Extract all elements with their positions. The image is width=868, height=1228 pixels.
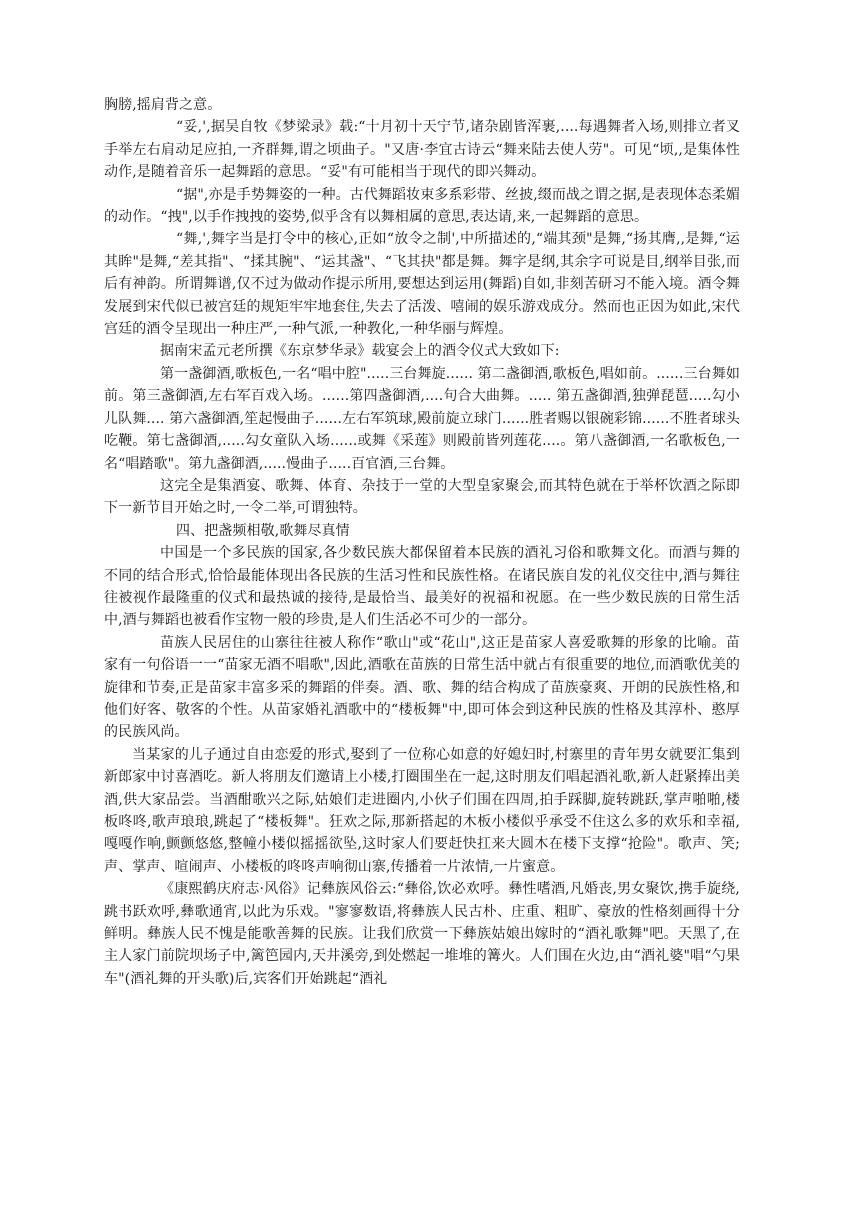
paragraph-ethnic-intro: 中国是一个多民族的国家,各少数民族大都保留着本民族的酒礼习俗和歌舞文化。而酒与舞的不同的结合形式,恰恰最能体现出各民族的生活习性和民族性格。在诸民族自发的礼仪交往中,酒与舞往往被视作最隆重的仪式和最热诚的接待,是最恰当、最美好的祝福和祝愿。在一些少数民族的日常生活中,酒与舞蹈也被看作宝物一般的珍贵,是人们生活必不可少的一部分。 — [104, 545, 740, 629]
paragraph-continued: 胸膀,摇肩背之意。 — [104, 97, 222, 113]
paragraph-yi: 《康熙鹤庆府志·风俗》记彝族风俗云:“彝俗,饮必欢呼。彝性嗜酒,凡婚丧,男女聚饮,携手旋绕,跳书跃欢呼,彝歌通宵,以此为乐戏。"寥寥数语,将彝族人民古朴、庄重、粗旷、豪放的性格刻画得十分鲜明。彝族人民不愧是能歌善舞的民族。让我们欣赏一下彝族姑娘出嫁时的“酒礼歌舞"吧。天黑了,在主人家门前院坝场子中,篱笆园内,天井溪旁,到处燃起一堆堆的篝火。人们围在火边,由“酒礼婆"唱“勺果车"(酒礼舞的开头歌)后,宾客们开始跳起“酒礼 — [104, 881, 740, 987]
paragraph-wu: “舞,',舞字当是打令中的核心,正如“放令之制',中所描述的,“端其颈"是舞,“扬其膺,,是舞,“运其眸"是舞,“差其指"、“揉其腕"、“运其盏"、“飞其抉"都是舞。舞字是纲,其余字可说是目,纲举目张,而后有神韵。所谓舞谱,仅不过为做动作提示所用,要想达到运用(舞蹈)自如,非刻苦研习不能入境。酒令舞发展到宋代似已被宫廷的规矩牢牢地套住,失去了活泼、嘻闹的娱乐游戏成分。然而也正因为如此,宋代宫廷的酒令呈现出一种庄严,一种气派,一种教化,一种华丽与辉煌。 — [104, 231, 740, 338]
paragraph-ju: “据",亦是手势舞姿的一种。古代舞蹈妆束多系彩带、丝披,缀而战之谓之据,是表现体态柔媚的动作。“拽",以手作拽拽的姿势,似乎含有以舞相属的意思,表达请,来,一起舞蹈的意思。 — [104, 186, 740, 226]
document-body — [104, 94, 740, 990]
paragraph-toast-sequence: 第一盏御酒,歌板色,一名“唱中腔".....三台舞旋...... 第二盏御酒,歌板色,唱如前。......三台舞如前。第三盏御酒,左右军百戏入场。......第四盏御酒,....句合大曲舞。..... 第五盏御酒,独弹琵琶.....勾小儿队舞.... 第六盏御酒,笙起慢曲子......左右军筑球,殿前旋立球门......胜者赐以银碗彩锦......不胜者球头吃鞭。第七盏御酒,.....勾女童队入场......或舞《采莲》则殿前皆列莲花....。第八盏御酒,一名歌板色,一名“唱踏歌"。第九盏御酒,.....慢曲子.....百官酒,三台舞。 — [104, 365, 740, 472]
paragraph-royal-gathering: 这完全是集酒宴、歌舞、体育、杂技于一堂的大型皇家聚会,而其特色就在于举杯饮酒之际即下一新节目开始之时,一令二举,可谓独特。 — [104, 477, 740, 517]
paragraph-miao: 苗族人民居住的山寨往往被人称作“歌山"或“花山",这正是苗家人喜爱歌舞的形象的比喻。苗家有一句俗语一一“苗家无酒不唱歌",因此,酒歌在苗族的日常生活中就占有很重要的地位,而酒歌优美的旋律和节奏,正是苗家丰富多采的舞蹈的伴奏。酒、歌、舞的结合构成了苗族豪爽、开朗的民族性格,和他们好客、敬客的个性。从苗家婚礼酒歌中的“楼板舞"中,即可体会到这种民族的性格及其淳朴、憨厚的民族风尚。 — [104, 634, 740, 741]
paragraph-tuo: “妥,',据吴自牧《梦梁录》载:“十月初十天宁节,诸杂剧皆浑裹,....每遇舞者入场,则排立者叉手举左右肩动足应拍,一齐群舞,谓之顷曲子。"又唐·李宜古诗云“舞来陆去使人劳"。可见“顷,,是集体性动作,是随着音乐一起舞蹈的意思。“妥"有可能相当于现代的即兴舞动。 — [104, 119, 740, 181]
section-heading: 四、把盏频相敬,歌舞尽真情 — [176, 522, 350, 539]
paragraph-wedding: 当某家的儿子通过自由恋爱的形式,娶到了一位称心如意的好媳妇时,村寨里的青年男女就要汇集到新郎家中讨喜酒吃。新人将朋友们邀请上小楼,打圈围坐在一起,这时朋友们唱起酒礼歌,新人赶紧捧出美酒,供大家品尝。当酒酣歌兴之际,姑娘们走进圈内,小伙子们围在四周,拍手踩脚,旋转跳跃,掌声啪啪,楼板咚咚,歌声琅琅,跳起了“楼板舞"。狂欢之际,那新搭起的木板小楼似乎承受不住这么多的欢乐和幸福,嘎嘎作响,颤颤悠悠,整幢小楼似摇摇欲坠,这时家人们要赶快扛来大圆木在楼下支撑“抢险"。歌声、笑;声、掌声、喧闹声、小楼板的咚咚声响彻山寨,传播着一片浓情,一片蜜意。 — [104, 746, 740, 875]
paragraph-dongjing-intro: 据南宋孟元老所撰《东京梦华录》载宴会上的酒令仪式大致如下: — [160, 343, 560, 360]
